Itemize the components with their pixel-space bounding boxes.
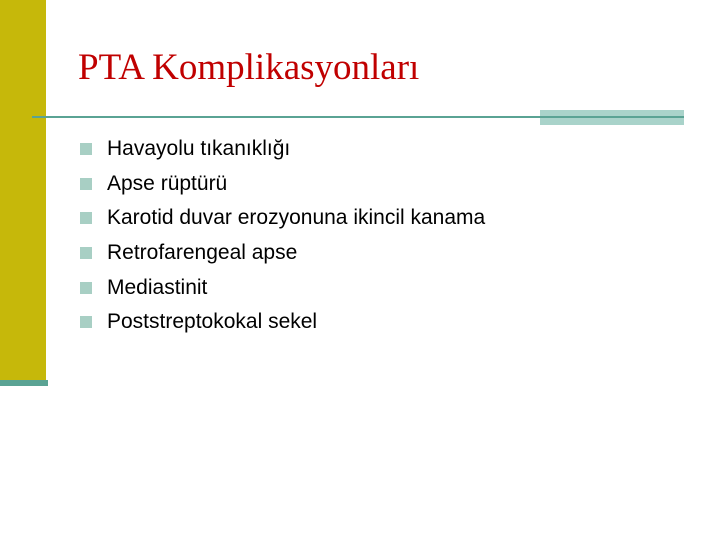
title-rule-accent-line: [540, 116, 684, 118]
bullet-text: Mediastinit: [107, 275, 208, 299]
side-accent-bar-edge: [0, 380, 48, 386]
bullet-item: [80, 270, 485, 305]
bullet-text: Poststreptokokal sekel: [107, 310, 318, 334]
slide-title: PTA Komplikasyonları: [78, 47, 420, 88]
bullet-text: Karotid duvar erozyonuna ikincil kanama: [107, 206, 486, 230]
bullet-item: [80, 132, 485, 167]
bullet-text: Apse rüptürü: [107, 171, 228, 195]
square-bullet-icon: [80, 316, 92, 328]
square-bullet-icon: [80, 212, 92, 224]
square-bullet-icon: [80, 282, 92, 294]
bullet-list: [80, 132, 485, 340]
bullet-item: [80, 236, 485, 271]
bullet-text: Havayolu tıkanıklığı: [107, 137, 291, 161]
square-bullet-icon: [80, 178, 92, 190]
bullet-item: [80, 305, 485, 340]
bullet-text: Retrofarengeal apse: [107, 241, 298, 265]
side-accent-bar: [0, 0, 46, 380]
bullet-item: [80, 167, 485, 202]
square-bullet-icon: [80, 143, 92, 155]
square-bullet-icon: [80, 247, 92, 259]
bullet-item: [80, 201, 485, 236]
